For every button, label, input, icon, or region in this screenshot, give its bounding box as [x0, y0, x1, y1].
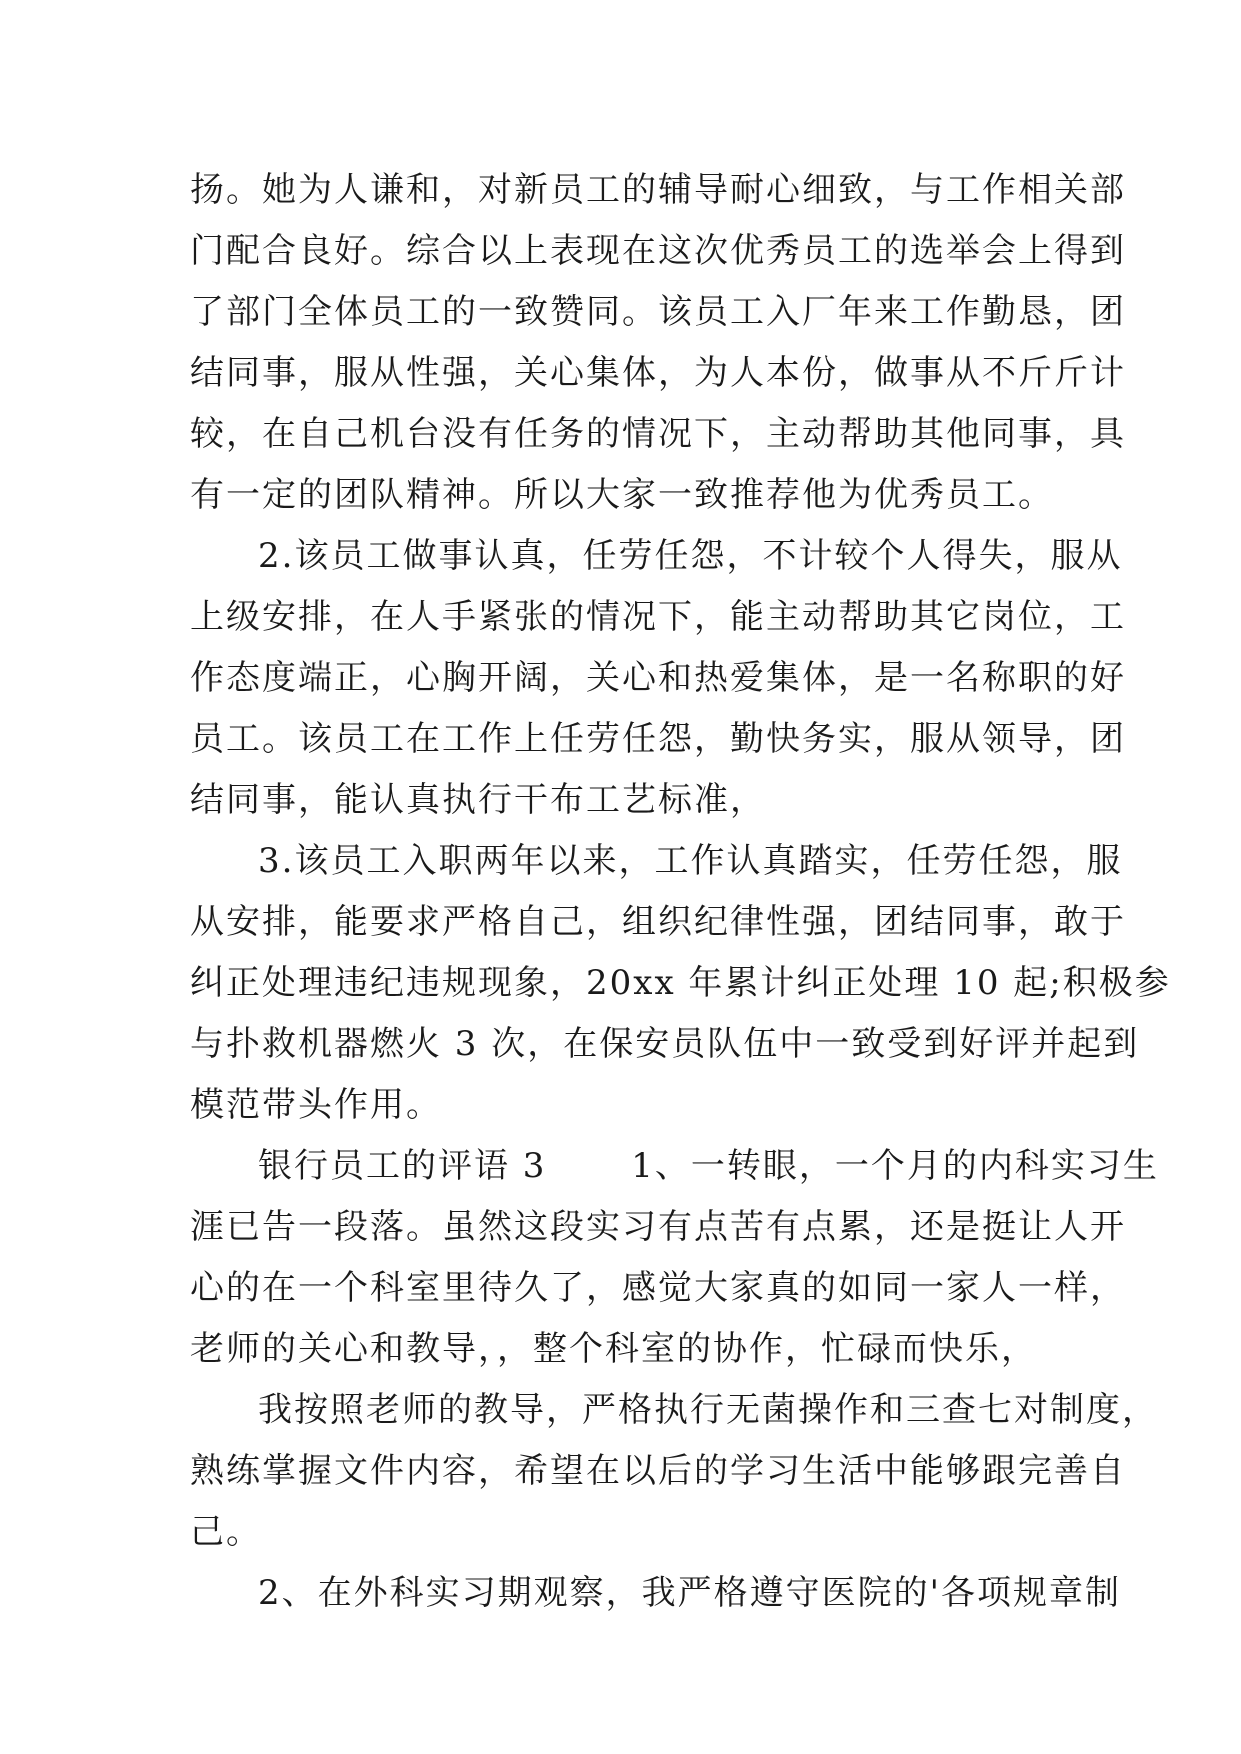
text-line: 老师的关心和教导，，整个科室的协作，忙碌而快乐，: [190, 1329, 1037, 1369]
text-line: 纠正处理违纪违规现象，20xx 年累计纠正处理 10 起;积极参: [190, 963, 1171, 1003]
text-line: 了部门全体员工的一致赞同。该员工入厂年来工作勤恳，团: [190, 292, 1126, 332]
text-line: 有一定的团队精神。所以大家一致推荐他为优秀员工。: [190, 475, 1054, 515]
text-line: 与扑救机器燃火 3 次，在保安员队伍中一致受到好评并起到: [190, 1024, 1140, 1064]
text-line: 作态度端正，心胸开阔，关心和热爱集体，是一名称职的好: [190, 658, 1126, 698]
text-line: 我按照老师的教导，严格执行无菌操作和三查七对制度，: [258, 1390, 1158, 1430]
text-line: 模范带头作用。: [190, 1085, 442, 1125]
text-line: 2.该员工做事认真，任劳任怨，不计较个人得失，服从: [258, 536, 1123, 576]
text-line: 门配合良好。综合以上表现在这次优秀员工的选举会上得到: [190, 231, 1126, 271]
text-line: 员工。该员工在工作上任劳任怨，勤快务实，服从领导，团: [190, 719, 1126, 759]
text-line: 较，在自己机台没有任务的情况下，主动帮助其他同事，具: [190, 414, 1126, 454]
text-line: 己。: [190, 1512, 262, 1552]
text-line: 从安排，能要求严格自己，组织纪律性强，团结同事，敢于: [190, 902, 1126, 942]
text-line: 涯已告一段落。虽然这段实习有点苦有点累，还是挺让人开: [190, 1207, 1126, 1247]
text-line: 扬。她为人谦和，对新员工的辅导耐心细致，与工作相关部: [190, 170, 1126, 210]
text-line: 熟练掌握文件内容，希望在以后的学习生活中能够跟完善自: [190, 1451, 1126, 1491]
text-line: 结同事，能认真执行干布工艺标准，: [190, 780, 766, 820]
text-line: 上级安排，在人手紧张的情况下，能主动帮助其它岗位，工: [190, 597, 1126, 637]
body-text: [190, 160, 1171, 1624]
text-line: 3.该员工入职两年以来，工作认真踏实，任劳任怨，服: [258, 841, 1123, 881]
text-line: 心的在一个科室里待久了，感觉大家真的如同一家人一样，: [190, 1268, 1126, 1308]
text-line: 银行员工的评语 3 1、一转眼，一个月的内科实习生: [258, 1146, 1159, 1186]
text-line: 结同事，服从性强，关心集体，为人本份，做事从不斤斤计: [190, 353, 1126, 393]
text-line: 2、在外科实习期观察，我严格遵守医院的'各项规章制: [258, 1573, 1121, 1613]
